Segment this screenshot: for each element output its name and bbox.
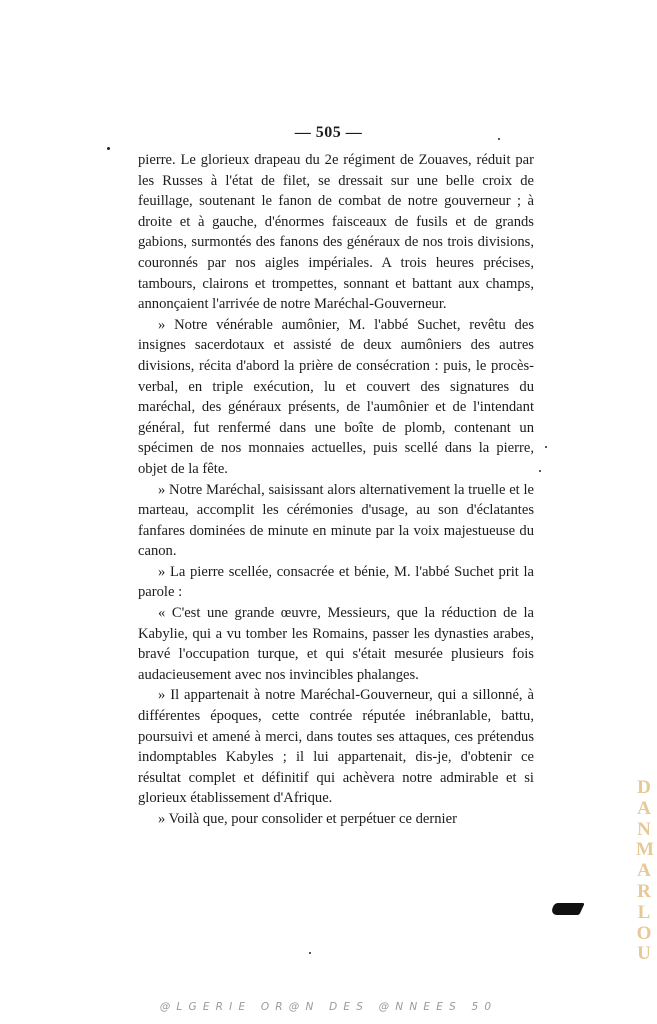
- ink-speck: [545, 446, 547, 448]
- ink-speck: [107, 147, 110, 150]
- ink-speck: [539, 470, 541, 472]
- ink-speck: [498, 138, 500, 140]
- paragraph-3: » Notre Maréchal, saisissant alors alternativement la truelle et le marteau, accomplit les cérémonies d'usage, au son d'éclatantes fanfares dominées de minute en minute par la voix majestueuse du canon.: [138, 481, 534, 560]
- paragraph-2: » Notre vénérable aumônier, M. l'abbé Suchet, revêtu des insignes sacerdotaux et assisté de deux aumôniers des autres divisions, récita d'abord la prière de consécration : puis, le procès-verbal, en triple exécution, lu et couvert des signatures du maréchal, des généraux présents, de l'aumônier et de l'intendant général, fut renfermé dans une boîte de plomb, contenant un spécimen de nos monnaies actuelles, puis scellé dans la pierre, objet de la fête.: [138, 316, 534, 477]
- paragraph-1: pierre. Le glorieux drapeau du 2e régiment de Zouaves, réduit par les Russes à l'état de filet, se dressait sur une belle croix de feuillage, soutenant le fanon de combat de notre gouverneur ; à droite et à gauche, d'énormes faisceaux de fusils et de grands gabions, surmontés des fanons des généraux de nos trois divisions, couronnés par nos aigles impériales. A trois heures précises, tambours, clairons et trompettes, sonnant et battant aux champs, annonçaient l'arrivée de notre Maréchal-Gouverneur.: [138, 152, 534, 313]
- page-number: — 505 —: [294, 124, 363, 141]
- paragraph-7: » Voilà que, pour consolider et perpétuer ce dernier: [158, 811, 457, 827]
- paragraph-5: « C'est une grande œuvre, Messieurs, que la réduction de la Kabylie, qui a vu tomber les Romains, passer les dynasties arabes, bravé l'occupation turque, et qui s'était mesurée plusieurs fois audacieusement avec nos invincibles phalanges.: [138, 605, 534, 683]
- ink-blot: [549, 903, 585, 915]
- paragraph-4: » La pierre scellée, consacrée et bénie, M. l'abbé Suchet prit la parole :: [138, 563, 534, 601]
- footer-watermark: @LGERIE OR@N DES @NNEES 50: [159, 1001, 498, 1013]
- paragraph-6: » Il appartenait à notre Maréchal-Gouverneur, qui a sillonné, à différentes époques, cette contrée réputée inébranlable, battu, poursuivi et amené à merci, dans toutes ses attaques, ces prétendus indomptables Kabyles ; il lui appartenait, dis-je, d'obtenir ce résultat complet et définitif qui achèvera notre admirable et si glorieux établissement d'Afrique.: [138, 687, 534, 807]
- ink-speck: [309, 952, 311, 954]
- watermark-vertical: DANMARLOU: [636, 777, 654, 965]
- body-text: [138, 150, 534, 830]
